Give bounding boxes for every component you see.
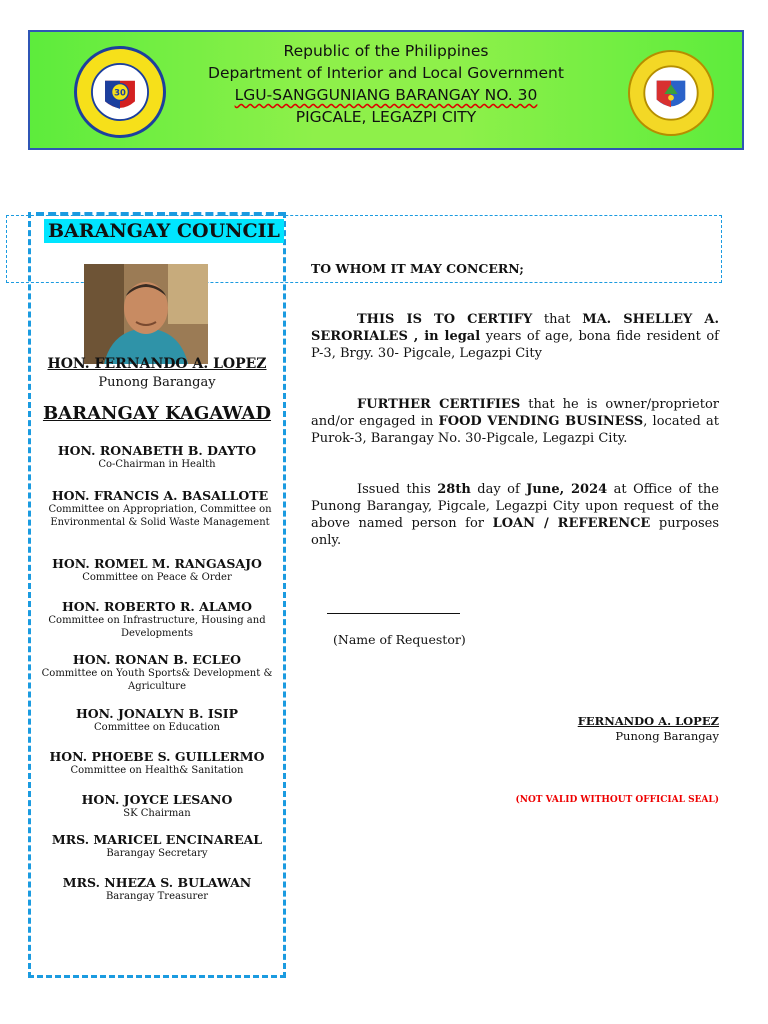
punong-barangay-name: HON. FERNANDO A. LOPEZ — [47, 356, 267, 372]
business-text-1: that he is owner/proprietor and/or engaged in — [311, 397, 720, 429]
member-name: HON. JOYCE LESANO — [81, 792, 233, 807]
member-name: HON. FRANCIS A. BASALLOTE — [51, 488, 269, 503]
member-role: Committee on Education — [94, 722, 220, 733]
member-name: HON. RONAN B. ECLEO — [72, 652, 242, 667]
member-name: MRS. MARICEL ENCINAREAL — [51, 832, 263, 847]
member-role: Committee on Appropriation, Committee on Environmental & Solid Waste Management — [48, 504, 272, 528]
header-line-4: PIGCALE, LEGAZPI CITY — [295, 108, 477, 126]
member-entry — [36, 556, 278, 584]
member-role: Barangay Secretary — [106, 848, 208, 859]
issued-text-3: at Office of the Punong Barangay, Pigcale, Legazpi City upon request of the above named person for — [311, 482, 720, 531]
business-paragraph — [311, 396, 719, 447]
issued-text-4: purposes only. — [311, 516, 719, 548]
issued-day: 28th — [437, 482, 471, 497]
issued-text-1: Issued this — [357, 482, 438, 497]
signatory-title: Punong Barangay — [615, 729, 719, 743]
member-role: Co-Chairman in Health — [98, 459, 216, 470]
council-heading: BARANGAY COUNCIL — [44, 219, 284, 243]
member-role: Barangay Treasurer — [105, 891, 209, 902]
certify-text-1: that — [532, 312, 583, 327]
certify-paragraph — [311, 311, 719, 362]
salutation: TO WHOM IT MAY CONCERN; — [311, 261, 524, 276]
issued-text-2: day of — [470, 482, 527, 497]
validity-notice: (NOT VALID WITHOUT OFFICIAL SEAL) — [515, 795, 719, 805]
business-name: FOOD VENDING BUSINESS — [438, 414, 644, 429]
member-role: SK Chairman — [123, 808, 191, 819]
member-entry — [36, 443, 278, 471]
header-line-2: Department of Interior and Local Government — [208, 64, 564, 82]
certify-text-2: years of age, bona fide resident of P-3, Brgy. 30- Pigcale, Legazpi City — [311, 329, 719, 361]
member-name: HON. RONABETH B. DAYTO — [57, 443, 257, 458]
member-role: Committee on Infrastructure, Housing and Developments — [48, 615, 266, 639]
requestor-label: (Name of Requestor) — [333, 632, 466, 647]
signatory-name: FERNANDO A. LOPEZ — [577, 714, 719, 728]
punong-barangay-photo — [84, 264, 208, 364]
letterhead-banner — [28, 30, 744, 150]
resident-name: MA. SHELLEY A. SERORIALES , in legal — [311, 312, 720, 344]
member-name: HON. ROBERTO R. ALAMO — [61, 599, 253, 614]
purpose: LOAN / REFERENCE — [492, 516, 651, 531]
member-role: Committee on Health& Sanitation — [70, 765, 244, 776]
member-entry — [40, 488, 280, 529]
member-entry — [36, 792, 278, 820]
requestor-signature-line — [327, 613, 460, 614]
svg-text:30: 30 — [114, 87, 126, 98]
business-text-2: , located at Purok-3, Barangay No. 30-Pigcale, Legazpi City. — [311, 414, 719, 446]
member-name: HON. PHOEBE S. GUILLERMO — [49, 749, 265, 764]
header-line-1: Republic of the Philippines — [283, 42, 489, 60]
member-role: Committee on Youth Sports& Development & Agriculture — [41, 668, 273, 692]
issued-month-year: June, 2024 — [526, 482, 608, 497]
legazpi-seal-icon — [628, 50, 714, 136]
member-name: MRS. NHEZA S. BULAWAN — [62, 875, 252, 890]
member-entry — [36, 749, 278, 777]
kagawad-heading: BARANGAY KAGAWAD — [42, 403, 272, 424]
further-lead: FURTHER CERTIFIES — [357, 397, 521, 412]
member-entry — [36, 875, 278, 903]
certify-lead: THIS IS TO CERTIFY — [357, 312, 533, 327]
member-entry — [36, 706, 278, 734]
member-role: Committee on Peace & Order — [82, 572, 232, 583]
member-entry — [36, 652, 278, 693]
member-name: HON. ROMEL M. RANGASAJO — [52, 556, 262, 571]
issued-paragraph — [311, 481, 719, 549]
punong-barangay-title: Punong Barangay — [98, 375, 216, 390]
member-entry — [36, 599, 278, 640]
member-name: HON. JONALYN B. ISIP — [75, 706, 239, 721]
header-line-3: LGU-SANGGUNIANG BARANGAY NO. 30 — [234, 86, 538, 104]
member-entry — [36, 832, 278, 860]
